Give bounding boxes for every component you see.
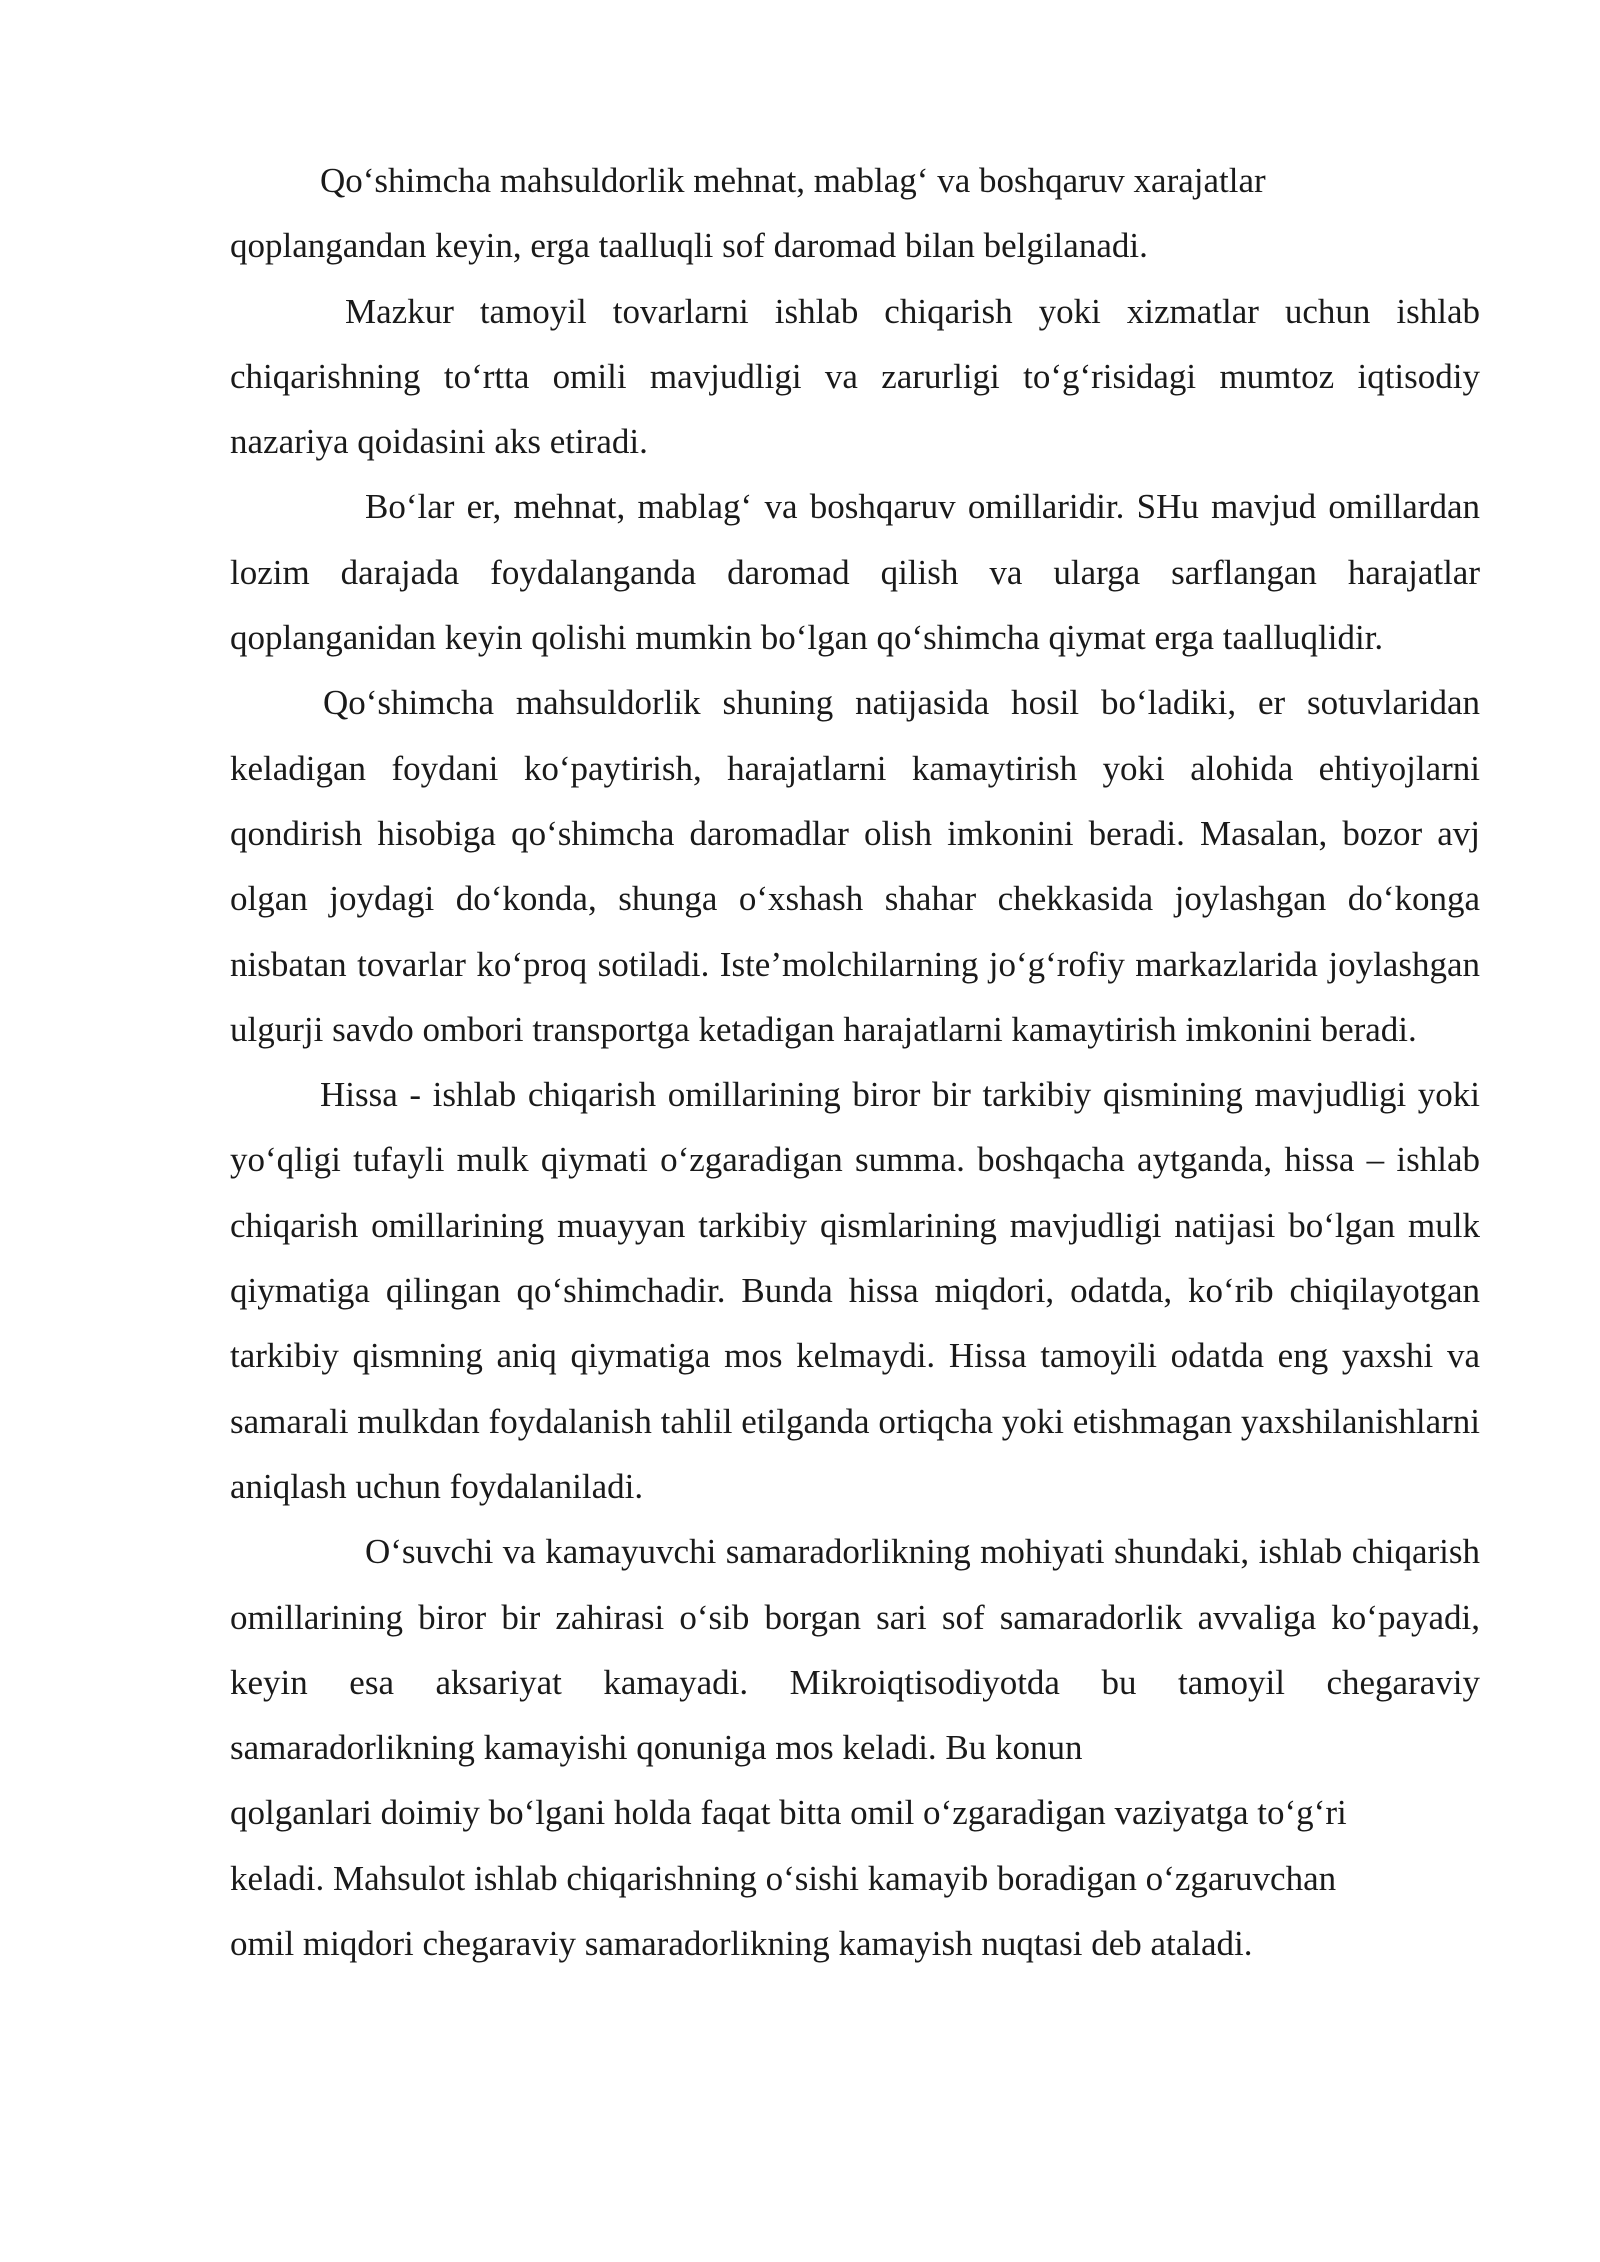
paragraph-samaradorlik-line-4: omil miqdori chegaraviy samaradorlikning kamayish nuqtasi deb ataladi.	[230, 1924, 1253, 1964]
document-page	[230, 148, 1480, 1976]
paragraph-intro-line-2: qoplangandan keyin, erga taalluqli sof daromad bilan belgilanadi.	[230, 226, 1148, 266]
paragraph-intro-line-1: Qo‘shimcha mahsuldorlik mehnat, mablag‘ va boshqaruv xarajatlar	[320, 161, 1266, 200]
paragraph-omillar: Bo‘lar er, mehnat, mablag‘ va boshqaruv omillaridir. SHu mavjud omillardan lozim darajada foydalanganda daromad qilish va ularga sarflangan harajatlar qoplanganidan keyin qolishi mumkin bo‘lgan qo‘shimcha qiymat erga taalluqlidir.	[230, 487, 1480, 658]
paragraph-qoshimcha-mahsuldorlik: Qo‘shimcha mahsuldorlik shuning natijasida hosil bo‘ladiki, er sotuvlaridan keladigan foydani ko‘paytirish, harajatlarni kamaytirish yoki alohida ehtiyojlarni qondirish hisobiga qo‘shimcha daromadlar olish imkonini beradi. Masalan, bozor avj olgan joydagi do‘konda, shunga o‘xshash shahar chekkasida joylashgan do‘konga nisbatan tovarlar ko‘proq sotiladi. Iste’molchilarning jo‘g‘rofiy markazlarida joylashgan ulgurji savdo ombori transportga ketadigan harajatlarni kamaytirish imkonini beradi.	[230, 683, 1480, 1049]
paragraph-samaradorlik-line-3: keladi. Mahsulot ishlab chiqarishning o‘sishi kamayib boradigan o‘zgaruvchan	[230, 1858, 1337, 1898]
paragraph-samaradorlik-line-2: qolganlari doimiy bo‘lgani holda faqat bitta omil o‘zgaradigan vaziyatga to‘g‘ri	[230, 1793, 1347, 1833]
paragraph-hissa: Hissa - ishlab chiqarish omillarining biror bir tarkibiy qismining mavjudligi yoki yo‘qligi tufayli mulk qiymati o‘zgaradigan summa. boshqacha aytganda, hissa – ishlab chiqarish omillarining muayyan tarkibiy qismlarining mavjudligi natijasi bo‘lgan mulk qiymatiga qilingan qo‘shimchadir. Bunda hissa miqdori, odatda, ko‘rib chiqilayotgan tarkibiy qismning aniq qiymatiga mos kelmaydi. Hissa tamoyili odatda eng yaxshi va samarali mulkdan foydalanish tahlil etilganda ortiqcha yoki etishmagan yaxshilanishlarni aniqlash uchun foydalaniladi.	[230, 1075, 1480, 1506]
paragraph-samaradorlik: O‘suvchi va kamayuvchi samaradorlikning mohiyati shundaki, ishlab chiqarish omillarining biror bir zahirasi o‘sib borgan sari sof samaradorlik avvaliga ko‘payadi, keyin esa aksariyat kamayadi. Mikroiqtisodiyotda bu tamoyil chegaraviy samaradorlikning kamayishi qonuniga mos keladi. Bu konun	[230, 1532, 1480, 1768]
paragraph-mazkur-tamoyil: Mazkur tamoyil tovarlarni ishlab chiqarish yoki xizmatlar uchun ishlab chiqarishning to‘rtta omili mavjudligi va zarurligi to‘g‘risidagi mumtoz iqtisodiy nazariya qoidasini aks etiradi.	[230, 291, 1480, 462]
